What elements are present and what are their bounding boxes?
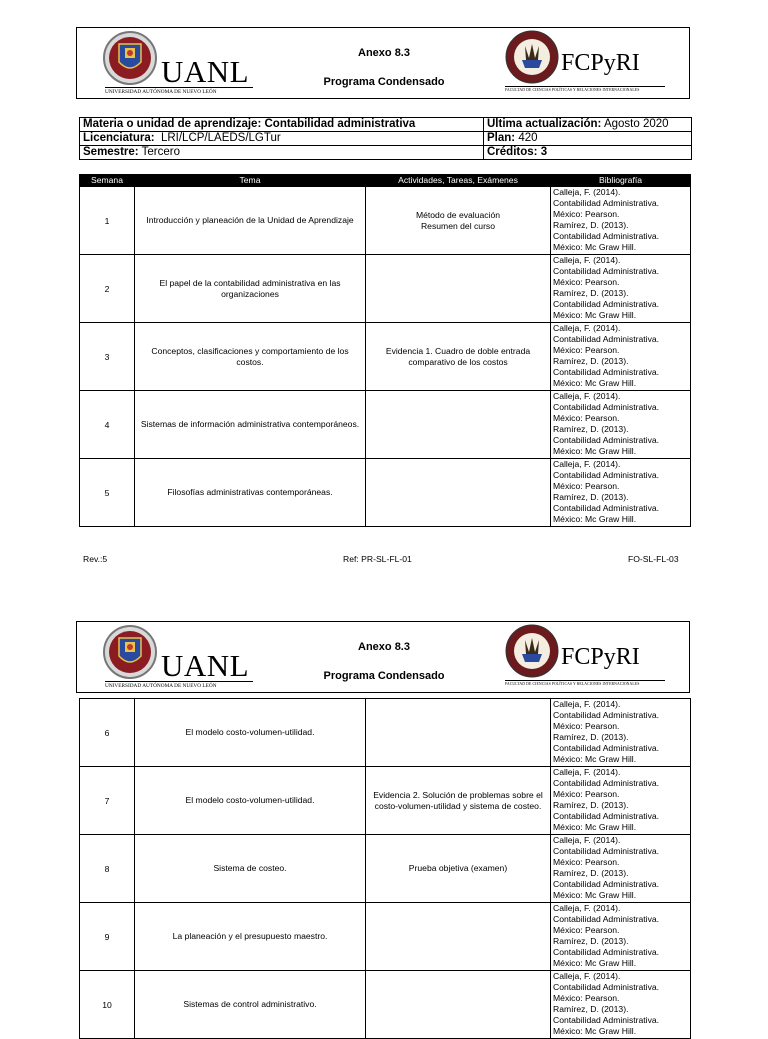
document-header-page2 (76, 621, 690, 693)
bibliografia-cell: Calleja, F. (2014). Contabilidad Administrativa. México: Pearson. Ramírez, D. (2013). Contabilidad Administrativa. México: Mc Graw Hill. (551, 835, 691, 903)
actualizacion-cell: Ultima actualización: Agosto 2020 (484, 118, 692, 132)
footer-ref: Ref: PR-SL-FL-01 (343, 554, 412, 564)
bibliografia-cell: Calleja, F. (2014). Contabilidad Administrativa. México: Pearson. Ramírez, D. (2013). Contabilidad Administrativa. México: Mc Graw Hill. (551, 459, 691, 527)
table-row (80, 323, 691, 391)
bibliografia-cell: Calleja, F. (2014). Contabilidad Administrativa. México: Pearson. Ramírez, D. (2013). Contabilidad Administrativa. México: Mc Graw Hill. (551, 255, 691, 323)
bibliografia-cell: Calleja, F. (2014). Contabilidad Administrativa. México: Pearson. Ramírez, D. (2013). Contabilidad Administrativa. México: Mc Graw Hill. (551, 903, 691, 971)
bibliografia-cell: Calleja, F. (2014). Contabilidad Administrativa. México: Pearson. Ramírez, D. (2013). Contabilidad Administrativa. México: Mc Graw Hill. (551, 391, 691, 459)
header-actividades: Actividades, Tareas, Exámenes (366, 175, 551, 187)
header-semana: Semana (80, 175, 135, 187)
table-row (80, 391, 691, 459)
footer-rev: Rev.:5 (83, 554, 108, 564)
tema-cell: Introducción y planeación de la Unidad de Aprendizaje (135, 187, 366, 255)
table-row (80, 187, 691, 255)
tema-cell: Conceptos, clasificaciones y comportamiento de los costos. (135, 323, 366, 391)
programa-title: Programa Condensado (323, 670, 445, 682)
tema-cell: El modelo costo-volumen-utilidad. (135, 699, 366, 767)
semana-cell: 9 (80, 903, 135, 971)
tema-cell: La planeación y el presupuesto maestro. (135, 903, 366, 971)
licenciatura-cell: Licenciatura: LRI/LCP/LAEDS/LGTur (80, 132, 484, 146)
actividades-cell (366, 459, 551, 527)
fcpyri-logo-subtitle: FACULTAD DE CIENCIAS POLÍTICAS Y RELACIONES INTERNACIONALES (505, 680, 665, 686)
semana-cell: 7 (80, 767, 135, 835)
materia-cell: Materia o unidad de aprendizaje: Contabilidad administrativa (80, 118, 484, 132)
semana-cell: 1 (80, 187, 135, 255)
bibliografia-cell: Calleja, F. (2014). Contabilidad Administrativa. México: Pearson. Ramírez, D. (2013). Contabilidad Administrativa. México: Mc Graw Hill. (551, 767, 691, 835)
uanl-logo-subtitle: UNIVERSIDAD AUTÓNOMA DE NUEVO LEÓN (105, 87, 253, 95)
tema-cell: El papel de la contabilidad administrativa en las organizaciones (135, 255, 366, 323)
actividades-cell: Método de evaluación Resumen del curso (366, 187, 551, 255)
actividades-cell (366, 971, 551, 1039)
course-info-table (79, 117, 692, 160)
table-row (80, 767, 691, 835)
semana-cell: 8 (80, 835, 135, 903)
tema-cell: El modelo costo-volumen-utilidad. (135, 767, 366, 835)
header-bibliografia: Bibliografía (551, 175, 691, 187)
actividades-cell: Prueba objetiva (examen) (366, 835, 551, 903)
header-tema: Tema (135, 175, 366, 187)
semana-cell: 6 (80, 699, 135, 767)
document-header (76, 27, 690, 99)
table-row (80, 699, 691, 767)
programa-title: Programa Condensado (323, 76, 445, 88)
actividades-cell (366, 255, 551, 323)
semana-cell: 3 (80, 323, 135, 391)
actividades-cell (366, 391, 551, 459)
actividades-cell: Evidencia 1. Cuadro de doble entrada comparativo de los costos (366, 323, 551, 391)
schedule-table-page2 (79, 698, 691, 1039)
uanl-logo-text: UANL (161, 648, 250, 683)
anexo-title: Anexo 8.3 (358, 47, 410, 59)
table-row (80, 255, 691, 323)
tema-cell: Sistema de costeo. (135, 835, 366, 903)
tema-cell: Sistemas de información administrativa contemporáneos. (135, 391, 366, 459)
semana-cell: 2 (80, 255, 135, 323)
uanl-logo-text: UANL (161, 54, 250, 89)
bibliografia-cell: Calleja, F. (2014). Contabilidad Administrativa. México: Pearson. Ramírez, D. (2013). Contabilidad Administrativa. México: Mc Graw Hill. (551, 971, 691, 1039)
table-row (80, 971, 691, 1039)
fcpyri-logo-text: FCPyRI (561, 644, 640, 670)
creditos-cell: Créditos: 3 (484, 146, 692, 160)
table-row (80, 903, 691, 971)
actividades-cell (366, 903, 551, 971)
bibliografia-cell: Calleja, F. (2014). Contabilidad Administrativa. México: Pearson. Ramírez, D. (2013). Contabilidad Administrativa. México: Mc Graw Hill. (551, 699, 691, 767)
tema-cell: Filosofías administrativas contemporáneas. (135, 459, 366, 527)
uanl-logo-subtitle: UNIVERSIDAD AUTÓNOMA DE NUEVO LEÓN (105, 681, 253, 689)
anexo-title: Anexo 8.3 (358, 641, 410, 653)
actividades-cell: Evidencia 2. Solución de problemas sobre el costo-volumen-utilidad y sistema de costeo. (366, 767, 551, 835)
table-row (80, 835, 691, 903)
semana-cell: 4 (80, 391, 135, 459)
fcpyri-logo-text: FCPyRI (561, 50, 640, 76)
plan-cell: Plan: 420 (484, 132, 692, 146)
tema-cell: Sistemas de control administrativo. (135, 971, 366, 1039)
actividades-cell (366, 699, 551, 767)
table-row (80, 459, 691, 527)
semana-cell: 10 (80, 971, 135, 1039)
semestre-cell: Semestre: Tercero (80, 146, 484, 160)
bibliografia-cell: Calleja, F. (2014). Contabilidad Administrativa. México: Pearson. Ramírez, D. (2013). Contabilidad Administrativa. México: Mc Graw Hill. (551, 323, 691, 391)
schedule-table-page1 (79, 174, 691, 527)
semana-cell: 5 (80, 459, 135, 527)
bibliografia-cell: Calleja, F. (2014). Contabilidad Administrativa. México: Pearson. Ramírez, D. (2013). Contabilidad Administrativa. México: Mc Graw Hill. (551, 187, 691, 255)
footer-form: FO-SL-FL-03 (628, 554, 679, 564)
fcpyri-logo-subtitle: FACULTAD DE CIENCIAS POLÍTICAS Y RELACIONES INTERNACIONALES (505, 86, 665, 92)
